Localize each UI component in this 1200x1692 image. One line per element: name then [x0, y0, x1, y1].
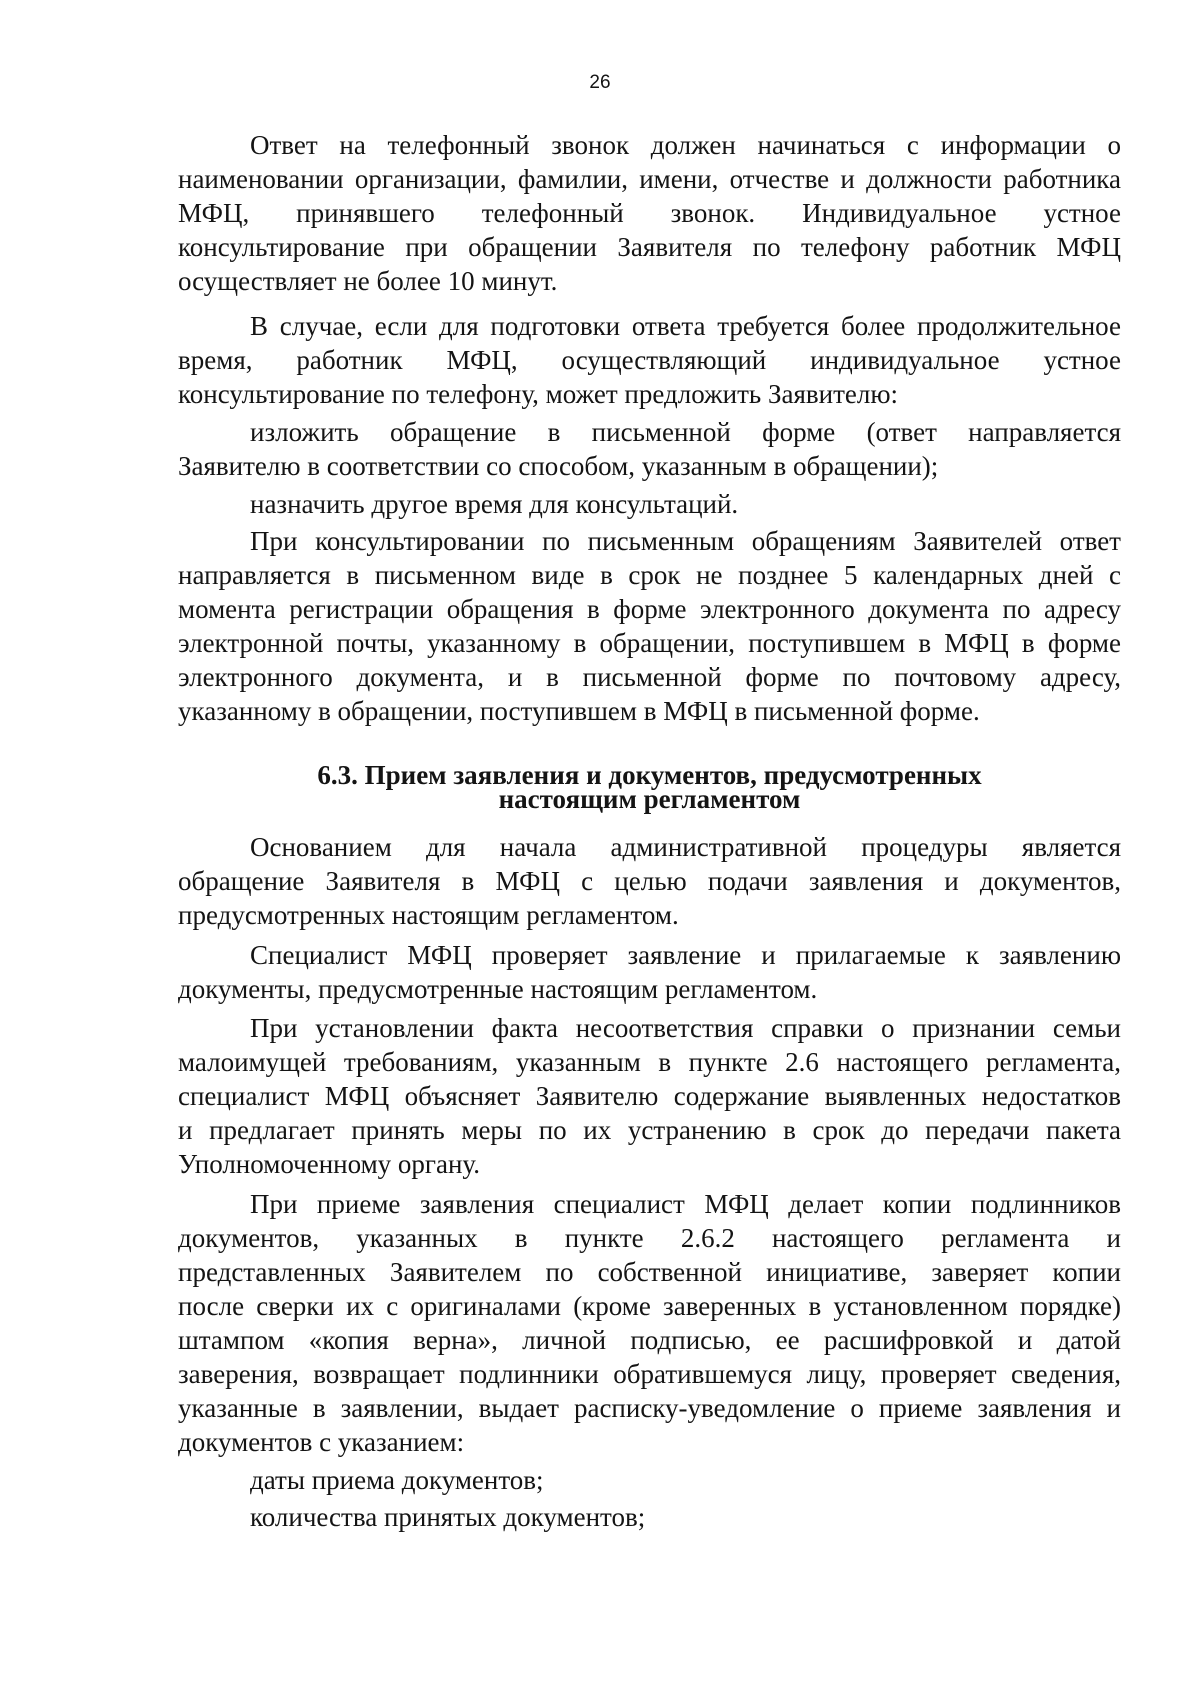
text-line: и предлагает принять меры по их устранению в срок до передачи пакета [178, 1115, 1121, 1145]
text-line: указанному в обращении, поступившем в МФЦ в письменной форме. [178, 696, 980, 726]
text-line: изложить обращение в письменной форме (ответ направляется [250, 417, 1121, 447]
text-line: даты приема документов; [250, 1465, 544, 1495]
text-line: направляется в письменном виде в срок не позднее 5 календарных дней с [178, 560, 1121, 590]
text-line: заверения, возвращает подлинники обратившемуся лицу, проверяет сведения, [178, 1359, 1121, 1389]
text-line: документов с указанием: [178, 1427, 465, 1457]
text-line: представленных Заявителем по собственной инициативе, заверяет копии [178, 1257, 1121, 1287]
text-line: При приеме заявления специалист МФЦ делает копии подлинников [250, 1189, 1121, 1219]
text-line: МФЦ, принявшего телефонный звонок. Индивидуальное устное [178, 198, 1121, 228]
text-line: осуществляет не более 10 минут. [178, 266, 558, 296]
text-line: электронного документа, и в письменной форме по почтовому адресу, [178, 662, 1121, 692]
text-line: время, работник МФЦ, осуществляющий индивидуальное устное [178, 345, 1121, 375]
text-line: документов, указанных в пункте 2.6.2 настоящего регламента и [178, 1223, 1121, 1253]
text-line: назначить другое время для консультаций. [250, 489, 739, 519]
text-line: малоимущей требованиям, указанным в пункте 2.6 настоящего регламента, [178, 1047, 1121, 1077]
text-line: обращение Заявителя в МФЦ с целью подачи заявления и документов, [178, 866, 1121, 896]
text-line: после сверки их с оригиналами (кроме заверенных в установленном порядке) [178, 1291, 1121, 1321]
text-line: штампом «копия верна», личной подписью, ее расшифровкой и датой [178, 1325, 1121, 1355]
text-line: При консультировании по письменным обращениям Заявителей ответ [250, 526, 1121, 556]
text-line: количества принятых документов; [250, 1502, 646, 1532]
text-line: Ответ на телефонный звонок должен начинаться с информации о [250, 130, 1121, 160]
text-line: момента регистрации обращения в форме электронного документа по адресу [178, 594, 1121, 624]
text-line: указанные в заявлении, выдает расписку-уведомление о приеме заявления и [178, 1393, 1121, 1423]
text-line: электронной почты, указанному в обращении, поступившем в МФЦ в форме [178, 628, 1121, 658]
text-line: В случае, если для подготовки ответа требуется более продолжительное [250, 311, 1121, 341]
text-line: специалист МФЦ объясняет Заявителю содержание выявленных недостатков [178, 1081, 1121, 1111]
section-heading: настоящим регламентом [498, 784, 801, 814]
section-heading: 6.3. Прием заявления и документов, предусмотренных [317, 760, 982, 790]
text-line: наименовании организации, фамилии, имени, отчестве и должности работника [178, 164, 1121, 194]
text-line: предусмотренных настоящим регламентом. [178, 900, 679, 930]
text-line: документы, предусмотренные настоящим регламентом. [178, 974, 818, 1004]
text-line: консультирование при обращении Заявителя по телефону работник МФЦ [178, 232, 1121, 262]
text-line: Основанием для начала административной процедуры является [250, 832, 1121, 862]
page-number: 26 [589, 72, 611, 93]
text-line: При установлении факта несоответствия справки о признании семьи [250, 1013, 1121, 1043]
text-line: Специалист МФЦ проверяет заявление и прилагаемые к заявлению [250, 940, 1121, 970]
text-line: консультирование по телефону, может предложить Заявителю: [178, 379, 899, 409]
text-line: Заявителю в соответствии со способом, указанным в обращении); [178, 451, 939, 481]
text-line: Уполномоченному органу. [178, 1149, 480, 1179]
